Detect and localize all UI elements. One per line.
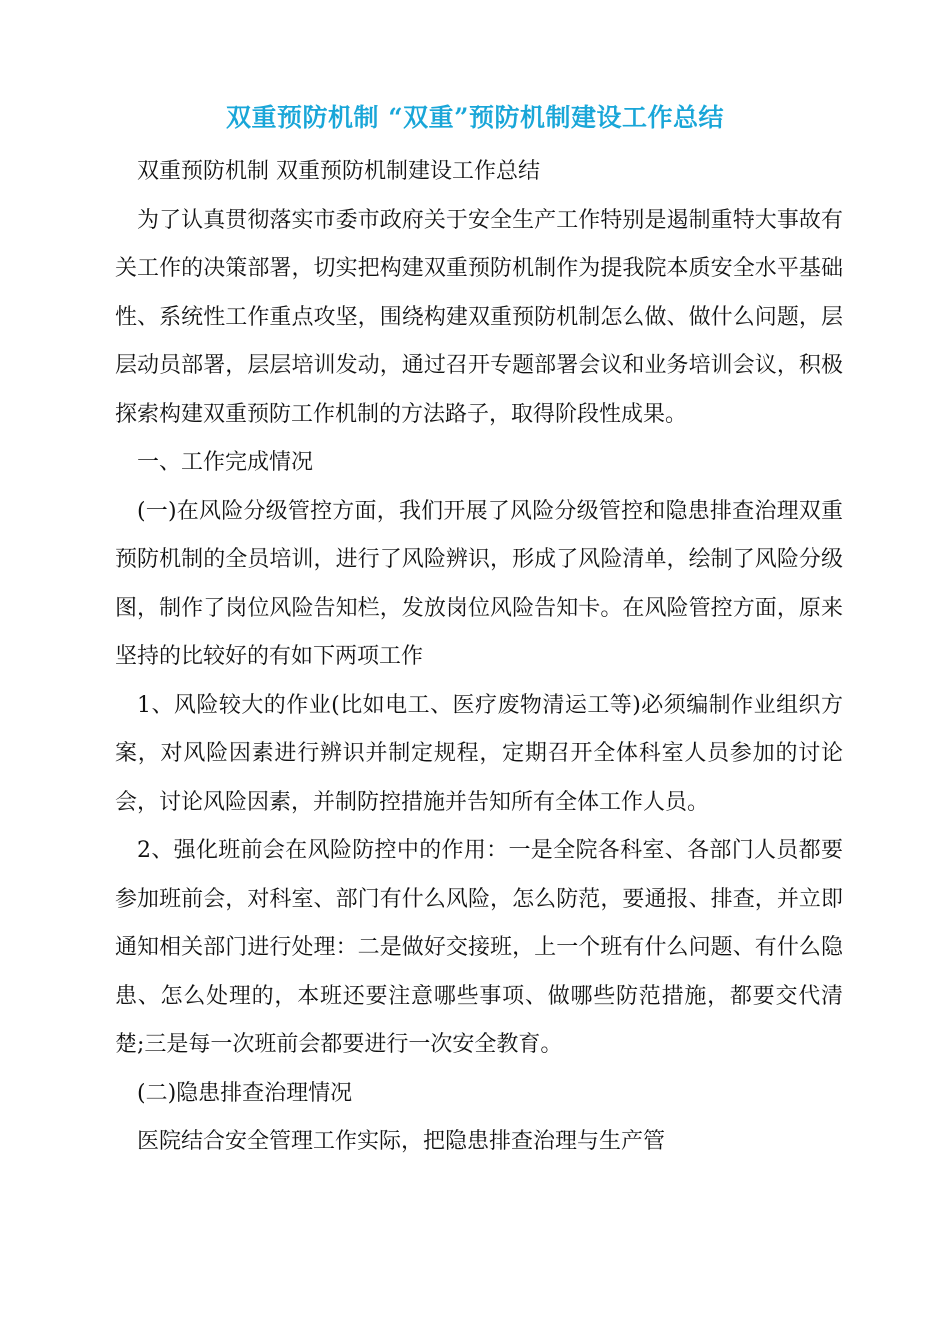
paragraph-risk-control: (一)在风险分级管控方面，我们开展了风险分级管控和隐患排查治理双重预防机制的全员培训，进行了风险辨识，形成了风险清单，绘制了风险分级图，制作了岗位风险告知栏，发放岗位风险告知卡。在风险管控方面，原来坚持的比较好的有如下两项工作 bbox=[115, 498, 843, 669]
paragraph-hazard-intro: 医院结合安全管理工作实际，把隐患排查治理与生产管 bbox=[137, 1129, 666, 1154]
section-heading-work-status: 一、工作完成情况 bbox=[137, 450, 314, 475]
paragraph-subtitle: 双重预防机制 双重预防机制建设工作总结 bbox=[137, 159, 540, 184]
paragraph-item-2: 2、强化班前会在风险防控中的作用：一是全院各科室、各部门人员都要参加班前会，对科室、部门有什么风险，怎么防范，要通报、排查，并立即通知相关部门进行处理：二是做好交接班，上一个班有什么问题、有什么隐患、怎么处理的，本班还要注意哪些事项、做哪些防范措施，都要交代清楚;三是每一次班前会都要进行一次安全教育。 bbox=[115, 838, 843, 1057]
document-body bbox=[115, 148, 843, 1167]
paragraph-item-1: 1、风险较大的作业(比如电工、医疗废物清运工等)必须编制作业组织方案，对风险因素进行辨识并制定规程，定期召开全体科室人员参加的讨论会，讨论风险因素，并制防控措施并告知所有全体工作人员。 bbox=[115, 692, 843, 815]
paragraph-intro: 为了认真贯彻落实市委市政府关于安全生产工作特别是遏制重特大事故有关工作的决策部署，切实把构建双重预防机制作为提我院本质安全水平基础性、系统性工作重点攻坚，围绕构建双重预防机制怎么做、做什么问题，层层动员部署，层层培训发动，通过召开专题部署会议和业务培训会议，积极探索构建双重预防工作机制的方法路子，取得阶段性成果。 bbox=[115, 207, 843, 427]
document-title: 双重预防机制 “双重”预防机制建设工作总结 bbox=[226, 103, 724, 132]
subheading-hazard-investigation: (二)隐患排查治理情况 bbox=[137, 1080, 353, 1106]
